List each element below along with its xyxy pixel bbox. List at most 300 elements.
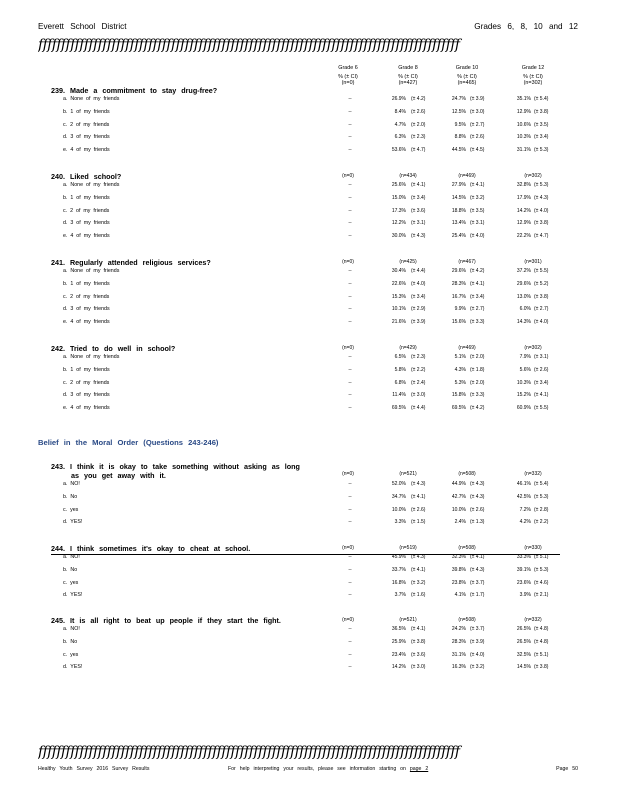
answer-label: d. YES! bbox=[63, 592, 83, 599]
g10-percent: 69.5% bbox=[451, 405, 466, 412]
question-n: (n=332) bbox=[524, 471, 542, 477]
question-n: (n=425) bbox=[399, 259, 417, 265]
g8-percent: 53.6% bbox=[391, 147, 406, 154]
g10-ci: (± 3.3) bbox=[470, 392, 485, 399]
grade6-value: -- bbox=[348, 207, 352, 214]
question-title: 242. Tried to do well in school? bbox=[51, 344, 176, 353]
grade6-value: -- bbox=[348, 554, 352, 560]
g12-percent: 39.1% bbox=[516, 566, 531, 573]
grade6-value: -- bbox=[348, 182, 352, 188]
g10-ci: (± 4.2) bbox=[470, 268, 485, 274]
table-row bbox=[0, 268, 618, 280]
footer-page-number: Page 50 bbox=[556, 766, 578, 772]
answer-label: d. YES! bbox=[63, 664, 83, 671]
table-row bbox=[0, 554, 618, 566]
g12-percent: 35.1% bbox=[516, 96, 531, 102]
grade6-value: -- bbox=[348, 194, 352, 201]
answer-label: d. 3 of my friends bbox=[63, 306, 110, 313]
grade6-value: -- bbox=[348, 319, 352, 326]
table-row bbox=[0, 580, 618, 592]
g8-ci: (± 1.5) bbox=[411, 519, 426, 526]
question-n: (n=301) bbox=[524, 259, 542, 265]
g8-ci: (± 3.1) bbox=[411, 220, 426, 227]
g8-ci: (± 2.9) bbox=[411, 306, 426, 313]
question-title: 243. I think it is okay to take something without asking as long bbox=[51, 462, 300, 471]
col-stat-12: % (± CI) bbox=[523, 74, 543, 80]
g8-ci: (± 3.6) bbox=[411, 651, 426, 658]
question-n: (n=467) bbox=[458, 259, 476, 265]
g10-ci: (± 3.4) bbox=[470, 293, 485, 300]
question-n: (n=0) bbox=[342, 345, 354, 351]
g8-ci: (± 4.2) bbox=[411, 96, 426, 102]
g10-percent: 29.6% bbox=[451, 268, 466, 274]
table-row bbox=[0, 664, 618, 676]
question-n: (n=0) bbox=[342, 259, 354, 265]
question-block bbox=[0, 86, 618, 166]
col-stat-8: % (± CI) bbox=[398, 74, 418, 80]
g12-ci: (± 4.0) bbox=[534, 319, 549, 326]
grade6-value: -- bbox=[348, 354, 352, 360]
col-grade-8: Grade 8 bbox=[398, 65, 418, 71]
g8-percent: 10.1% bbox=[391, 306, 406, 313]
g12-ci: (± 4.7) bbox=[534, 233, 549, 240]
g8-ci: (± 2.6) bbox=[411, 108, 426, 115]
g10-percent: 24.2% bbox=[451, 626, 466, 632]
grade6-value: -- bbox=[348, 626, 352, 632]
g10-ci: (± 2.7) bbox=[470, 306, 485, 313]
grade6-value: -- bbox=[348, 493, 352, 500]
g10-percent: 4.3% bbox=[454, 366, 466, 373]
question-n: (n=330) bbox=[524, 545, 542, 551]
question-block bbox=[0, 544, 618, 624]
g8-ci: (± 3.0) bbox=[411, 392, 426, 399]
g12-ci: (± 2.2) bbox=[534, 519, 549, 526]
question-n: (n=521) bbox=[399, 617, 417, 623]
g12-ci: (± 3.8) bbox=[534, 293, 549, 300]
g10-percent: 14.5% bbox=[451, 194, 466, 201]
g8-percent: 52.0% bbox=[391, 481, 406, 487]
g8-percent: 4.7% bbox=[394, 121, 406, 128]
table-row bbox=[0, 122, 618, 134]
answer-label: a. None of my friends bbox=[63, 96, 120, 102]
g10-percent: 15.8% bbox=[451, 392, 466, 399]
g12-ci: (± 3.8) bbox=[534, 664, 549, 671]
g12-percent: 3.9% bbox=[519, 592, 531, 599]
g10-percent: 12.5% bbox=[451, 108, 466, 115]
g10-percent: 15.6% bbox=[451, 319, 466, 326]
grade6-value: -- bbox=[348, 268, 352, 274]
g10-percent: 4.1% bbox=[454, 592, 466, 599]
grade6-value: -- bbox=[348, 96, 352, 102]
col-stat-6: % (± CI) bbox=[338, 74, 358, 80]
g12-ci: (± 4.0) bbox=[534, 207, 549, 214]
g12-ci: (± 5.3) bbox=[534, 182, 549, 188]
col-grade-10: Grade 10 bbox=[455, 65, 479, 71]
table-row bbox=[0, 592, 618, 604]
answer-label: e. 4 of my friends bbox=[63, 147, 110, 154]
g10-ci: (± 4.3) bbox=[470, 566, 485, 573]
grade6-value: -- bbox=[348, 392, 352, 399]
col-grade-12: Grade 12 bbox=[521, 65, 545, 71]
question-block bbox=[0, 258, 618, 338]
g10-percent: 23.8% bbox=[451, 579, 466, 586]
table-row bbox=[0, 182, 618, 194]
g10-percent: 32.3% bbox=[451, 554, 466, 560]
g8-ci: (± 3.9) bbox=[411, 319, 426, 326]
g10-ci: (± 3.2) bbox=[470, 664, 485, 671]
table-row bbox=[0, 367, 618, 379]
g8-percent: 26.9% bbox=[391, 96, 406, 102]
g8-percent: 8.4% bbox=[394, 108, 406, 115]
g12-ci: (± 3.8) bbox=[534, 108, 549, 115]
answer-label: e. 4 of my friends bbox=[63, 233, 110, 240]
g8-percent: 30.0% bbox=[391, 233, 406, 240]
grade6-value: -- bbox=[348, 306, 352, 313]
footer-help-prefix: For help interpreting your results, please see information starting on bbox=[228, 766, 406, 772]
table-row bbox=[0, 507, 618, 519]
answer-label: d. YES! bbox=[63, 519, 83, 526]
g10-percent: 18.8% bbox=[451, 207, 466, 214]
g8-ci: (± 4.0) bbox=[411, 280, 426, 287]
question-n: (n=429) bbox=[399, 345, 417, 351]
question-n: (n=469) bbox=[458, 173, 476, 179]
g8-percent: 5.8% bbox=[394, 366, 406, 373]
grade6-value: -- bbox=[348, 379, 352, 386]
answer-label: a. NO! bbox=[63, 626, 80, 632]
grade6-value: -- bbox=[348, 651, 352, 658]
g12-ci: (± 3.8) bbox=[534, 220, 549, 227]
underline-244 bbox=[51, 554, 560, 555]
answer-label: b. 1 of my friends bbox=[63, 108, 110, 115]
g12-percent: 32.8% bbox=[516, 182, 531, 188]
g12-percent: 26.5% bbox=[516, 626, 531, 632]
g8-ci: (± 2.2) bbox=[411, 366, 426, 373]
g12-ci: (± 5.4) bbox=[534, 481, 549, 487]
table-row bbox=[0, 233, 618, 245]
question-n: (n=0) bbox=[342, 173, 354, 179]
answer-label: a. NO! bbox=[63, 481, 80, 487]
table-row bbox=[0, 639, 618, 651]
g12-percent: 33.3% bbox=[516, 554, 531, 560]
g8-percent: 22.6% bbox=[391, 280, 406, 287]
question-n: (n=302) bbox=[524, 345, 542, 351]
answer-label: d. 3 of my friends bbox=[63, 134, 110, 141]
g12-percent: 23.6% bbox=[516, 579, 531, 586]
g10-ci: (± 3.3) bbox=[470, 319, 485, 326]
answer-label: d. 3 of my friends bbox=[63, 392, 110, 399]
table-row bbox=[0, 134, 618, 146]
g10-percent: 44.5% bbox=[451, 147, 466, 154]
grade6-value: -- bbox=[348, 147, 352, 154]
col-n-8: (n=427) bbox=[398, 80, 418, 86]
footer-survey-title: Healthy Youth Survey 2016 Survey Results bbox=[38, 766, 150, 772]
g12-ci: (± 4.6) bbox=[534, 579, 549, 586]
table-row bbox=[0, 220, 618, 232]
grade6-value: -- bbox=[348, 366, 352, 373]
question-n: (n=332) bbox=[524, 617, 542, 623]
g10-ci: (± 4.1) bbox=[470, 182, 485, 188]
col-grade-6: Grade 6 bbox=[338, 65, 358, 71]
g10-percent: 10.0% bbox=[451, 506, 466, 513]
grade6-value: -- bbox=[348, 134, 352, 141]
table-row bbox=[0, 626, 618, 638]
answer-label: a. None of my friends bbox=[63, 182, 120, 188]
g12-percent: 10.3% bbox=[516, 134, 531, 141]
g10-percent: 9.9% bbox=[454, 306, 466, 313]
question-block bbox=[0, 616, 618, 696]
answer-label: c. yes bbox=[63, 651, 79, 658]
table-row bbox=[0, 481, 618, 493]
g8-percent: 25.9% bbox=[391, 638, 406, 645]
g10-ci: (± 4.2) bbox=[470, 405, 485, 412]
answer-label: b. No bbox=[63, 493, 78, 500]
answer-label: e. 4 of my friends bbox=[63, 319, 110, 326]
g8-ci: (± 4.3) bbox=[411, 554, 426, 560]
g8-ci: (± 1.6) bbox=[411, 592, 426, 599]
g10-ci: (± 2.6) bbox=[470, 506, 485, 513]
g8-percent: 12.2% bbox=[391, 220, 406, 227]
grade6-value: -- bbox=[348, 566, 352, 573]
g10-ci: (± 2.0) bbox=[470, 354, 485, 360]
footer-help-text bbox=[228, 766, 428, 772]
grade6-value: -- bbox=[348, 280, 352, 287]
g12-ci: (± 3.5) bbox=[534, 121, 549, 128]
g10-percent: 16.7% bbox=[451, 293, 466, 300]
g10-ci: (± 3.5) bbox=[470, 207, 485, 214]
g8-percent: 33.7% bbox=[391, 566, 406, 573]
footer-page-link[interactable]: page 2 bbox=[409, 766, 429, 772]
g8-percent: 17.3% bbox=[391, 207, 406, 214]
answer-label: c. 2 of my friends bbox=[63, 293, 110, 300]
col-stat-10: % (± CI) bbox=[457, 74, 477, 80]
g10-percent: 44.9% bbox=[451, 481, 466, 487]
g8-percent: 34.7% bbox=[391, 493, 406, 500]
g12-ci: (± 3.4) bbox=[534, 134, 549, 141]
g12-percent: 6.0% bbox=[519, 306, 531, 313]
answer-label: d. 3 of my friends bbox=[63, 220, 110, 227]
g8-ci: (± 2.3) bbox=[411, 134, 426, 141]
table-row bbox=[0, 109, 618, 121]
g12-percent: 14.5% bbox=[516, 664, 531, 671]
g10-percent: 31.1% bbox=[451, 651, 466, 658]
g10-ci: (± 4.1) bbox=[470, 554, 485, 560]
g12-percent: 22.2% bbox=[516, 233, 531, 240]
question-title: 239. Made a commitment to stay drug-free? bbox=[51, 86, 218, 95]
g12-ci: (± 5.1) bbox=[534, 651, 549, 658]
grade6-value: -- bbox=[348, 108, 352, 115]
table-row bbox=[0, 567, 618, 579]
g12-ci: (± 5.1) bbox=[534, 554, 549, 560]
g12-ci: (± 5.4) bbox=[534, 96, 549, 102]
table-row bbox=[0, 319, 618, 331]
g12-percent: 14.2% bbox=[516, 207, 531, 214]
g8-ci: (± 4.3) bbox=[411, 481, 426, 487]
g8-ci: (± 4.4) bbox=[411, 405, 426, 412]
table-row bbox=[0, 208, 618, 220]
question-title: 245. It is all right to beat up people if they start the fight. bbox=[51, 616, 281, 625]
g10-percent: 42.7% bbox=[451, 493, 466, 500]
grade6-value: -- bbox=[348, 592, 352, 599]
g8-ci: (± 3.4) bbox=[411, 293, 426, 300]
question-n: (n=434) bbox=[399, 173, 417, 179]
g12-percent: 46.1% bbox=[516, 481, 531, 487]
table-row bbox=[0, 380, 618, 392]
g8-ci: (± 3.0) bbox=[411, 664, 426, 671]
g8-percent: 6.3% bbox=[394, 134, 406, 141]
table-row bbox=[0, 354, 618, 366]
col-n-12: (n=302) bbox=[523, 80, 543, 86]
g12-percent: 26.5% bbox=[516, 638, 531, 645]
g12-ci: (± 5.3) bbox=[534, 566, 549, 573]
answer-label: b. 1 of my friends bbox=[63, 366, 110, 373]
g10-ci: (± 3.9) bbox=[470, 96, 485, 102]
answer-label: c. yes bbox=[63, 579, 79, 586]
g10-percent: 9.5% bbox=[454, 121, 466, 128]
question-title: 244. I think sometimes it's okay to cheat at school. bbox=[51, 544, 251, 553]
question-title: 240. Liked school? bbox=[51, 172, 122, 181]
grade6-value: -- bbox=[348, 481, 352, 487]
table-row bbox=[0, 494, 618, 506]
g12-percent: 12.9% bbox=[516, 220, 531, 227]
g12-percent: 42.5% bbox=[516, 493, 531, 500]
g8-ci: (± 4.3) bbox=[411, 233, 426, 240]
answer-label: a. None of my friends bbox=[63, 268, 120, 274]
g12-ci: (± 5.5) bbox=[534, 405, 549, 412]
g8-percent: 21.6% bbox=[391, 319, 406, 326]
g8-percent: 6.8% bbox=[394, 379, 406, 386]
g10-ci: (± 3.1) bbox=[470, 220, 485, 227]
grade6-value: -- bbox=[348, 664, 352, 671]
g10-ci: (± 4.3) bbox=[470, 481, 485, 487]
g10-ci: (± 4.0) bbox=[470, 651, 485, 658]
col-n-6: (n=0) bbox=[341, 80, 355, 86]
question-n: (n=508) bbox=[458, 545, 476, 551]
answer-label: b. 1 of my friends bbox=[63, 194, 110, 201]
section-title: Belief in the Moral Order (Questions 243-246) bbox=[38, 438, 219, 447]
grade6-value: -- bbox=[348, 121, 352, 128]
g12-ci: (± 2.8) bbox=[534, 506, 549, 513]
grade6-value: -- bbox=[348, 579, 352, 586]
question-n: (n=0) bbox=[342, 471, 354, 477]
g12-ci: (± 5.2) bbox=[534, 280, 549, 287]
g12-percent: 15.2% bbox=[516, 392, 531, 399]
g10-ci: (± 4.5) bbox=[470, 147, 485, 154]
answer-label: a. NO! bbox=[63, 554, 80, 560]
g10-percent: 16.3% bbox=[451, 664, 466, 671]
g12-percent: 37.2% bbox=[516, 268, 531, 274]
g10-percent: 5.3% bbox=[454, 379, 466, 386]
g10-percent: 39.8% bbox=[451, 566, 466, 573]
g10-ci: (± 3.2) bbox=[470, 194, 485, 201]
g10-ci: (± 3.7) bbox=[470, 626, 485, 632]
g8-percent: 45.9% bbox=[391, 554, 406, 560]
table-row bbox=[0, 405, 618, 417]
g12-ci: (± 4.8) bbox=[534, 626, 549, 632]
g10-percent: 2.4% bbox=[454, 519, 466, 526]
grade6-value: -- bbox=[348, 506, 352, 513]
g8-ci: (± 3.8) bbox=[411, 638, 426, 645]
g10-ci: (± 4.1) bbox=[470, 280, 485, 287]
g10-ci: (± 2.7) bbox=[470, 121, 485, 128]
g8-ci: (± 2.4) bbox=[411, 379, 426, 386]
g10-ci: (± 2.6) bbox=[470, 134, 485, 141]
page-header bbox=[38, 22, 578, 34]
g12-ci: (± 2.7) bbox=[534, 306, 549, 313]
question-block bbox=[0, 172, 618, 252]
decorative-f-line-top: ffffffffffffffffffffffffffffffffffffffffffffffffffffffffffffffffffffffffffffffffffffffffffff bbox=[38, 38, 460, 52]
answer-label: c. yes bbox=[63, 506, 79, 513]
g8-ci: (± 4.7) bbox=[411, 147, 426, 154]
g12-ci: (± 5.3) bbox=[534, 493, 549, 500]
g12-percent: 29.6% bbox=[516, 280, 531, 287]
table-row bbox=[0, 96, 618, 108]
g8-percent: 15.0% bbox=[391, 194, 406, 201]
g8-percent: 3.3% bbox=[394, 519, 406, 526]
g10-percent: 25.4% bbox=[451, 233, 466, 240]
answer-label: e. 4 of my friends bbox=[63, 405, 110, 412]
g12-ci: (± 5.5) bbox=[534, 268, 549, 274]
g8-ci: (± 3.2) bbox=[411, 579, 426, 586]
g12-ci: (± 3.4) bbox=[534, 379, 549, 386]
g10-percent: 24.7% bbox=[451, 96, 466, 102]
grade6-value: -- bbox=[348, 233, 352, 240]
g12-percent: 7.2% bbox=[519, 506, 531, 513]
g8-percent: 69.5% bbox=[391, 405, 406, 412]
g8-percent: 6.5% bbox=[394, 354, 406, 360]
g8-percent: 11.4% bbox=[392, 392, 406, 399]
table-row bbox=[0, 306, 618, 318]
answer-label: b. No bbox=[63, 638, 78, 645]
table-row bbox=[0, 652, 618, 664]
g10-ci: (± 3.0) bbox=[470, 108, 485, 115]
table-row bbox=[0, 195, 618, 207]
g12-ci: (± 4.3) bbox=[534, 194, 549, 201]
question-n: (n=0) bbox=[342, 617, 354, 623]
g10-ci: (± 1.8) bbox=[470, 366, 485, 373]
g12-ci: (± 3.1) bbox=[534, 354, 549, 360]
table-row bbox=[0, 281, 618, 293]
g12-ci: (± 5.3) bbox=[534, 147, 549, 154]
g12-percent: 12.9% bbox=[516, 108, 531, 115]
g10-percent: 8.8% bbox=[454, 134, 466, 141]
district-name: Everett School District bbox=[38, 22, 127, 31]
grade6-value: -- bbox=[348, 293, 352, 300]
g12-percent: 17.9% bbox=[516, 194, 531, 201]
g10-ci: (± 3.9) bbox=[470, 638, 485, 645]
decorative-f-line-bottom: ffffffffffffffffffffffffffffffffffffffffffffffffffffffffffffffffffffffffffffffffffffffffffff bbox=[38, 745, 460, 759]
col-n-10: (n=465) bbox=[457, 80, 477, 86]
g8-percent: 16.8% bbox=[391, 579, 406, 586]
answer-label: c. 2 of my friends bbox=[63, 379, 110, 386]
g12-percent: 31.1% bbox=[516, 147, 531, 154]
table-row bbox=[0, 519, 618, 531]
g8-ci: (± 2.3) bbox=[411, 354, 426, 360]
question-n: (n=519) bbox=[399, 545, 417, 551]
g10-ci: (± 4.3) bbox=[470, 493, 485, 500]
grade6-value: -- bbox=[348, 220, 352, 227]
question-title: 241. Regularly attended religious services? bbox=[51, 258, 211, 267]
answer-label: a. None of my friends bbox=[63, 354, 120, 360]
g10-percent: 13.4% bbox=[451, 220, 466, 227]
g12-percent: 14.3% bbox=[516, 319, 531, 326]
question-block bbox=[0, 462, 618, 542]
g8-percent: 15.3% bbox=[391, 293, 406, 300]
g8-percent: 36.5% bbox=[391, 626, 406, 632]
question-block bbox=[0, 344, 618, 424]
g12-percent: 10.6% bbox=[516, 121, 531, 128]
answer-label: c. 2 of my friends bbox=[63, 207, 110, 214]
g12-ci: (± 4.8) bbox=[534, 638, 549, 645]
